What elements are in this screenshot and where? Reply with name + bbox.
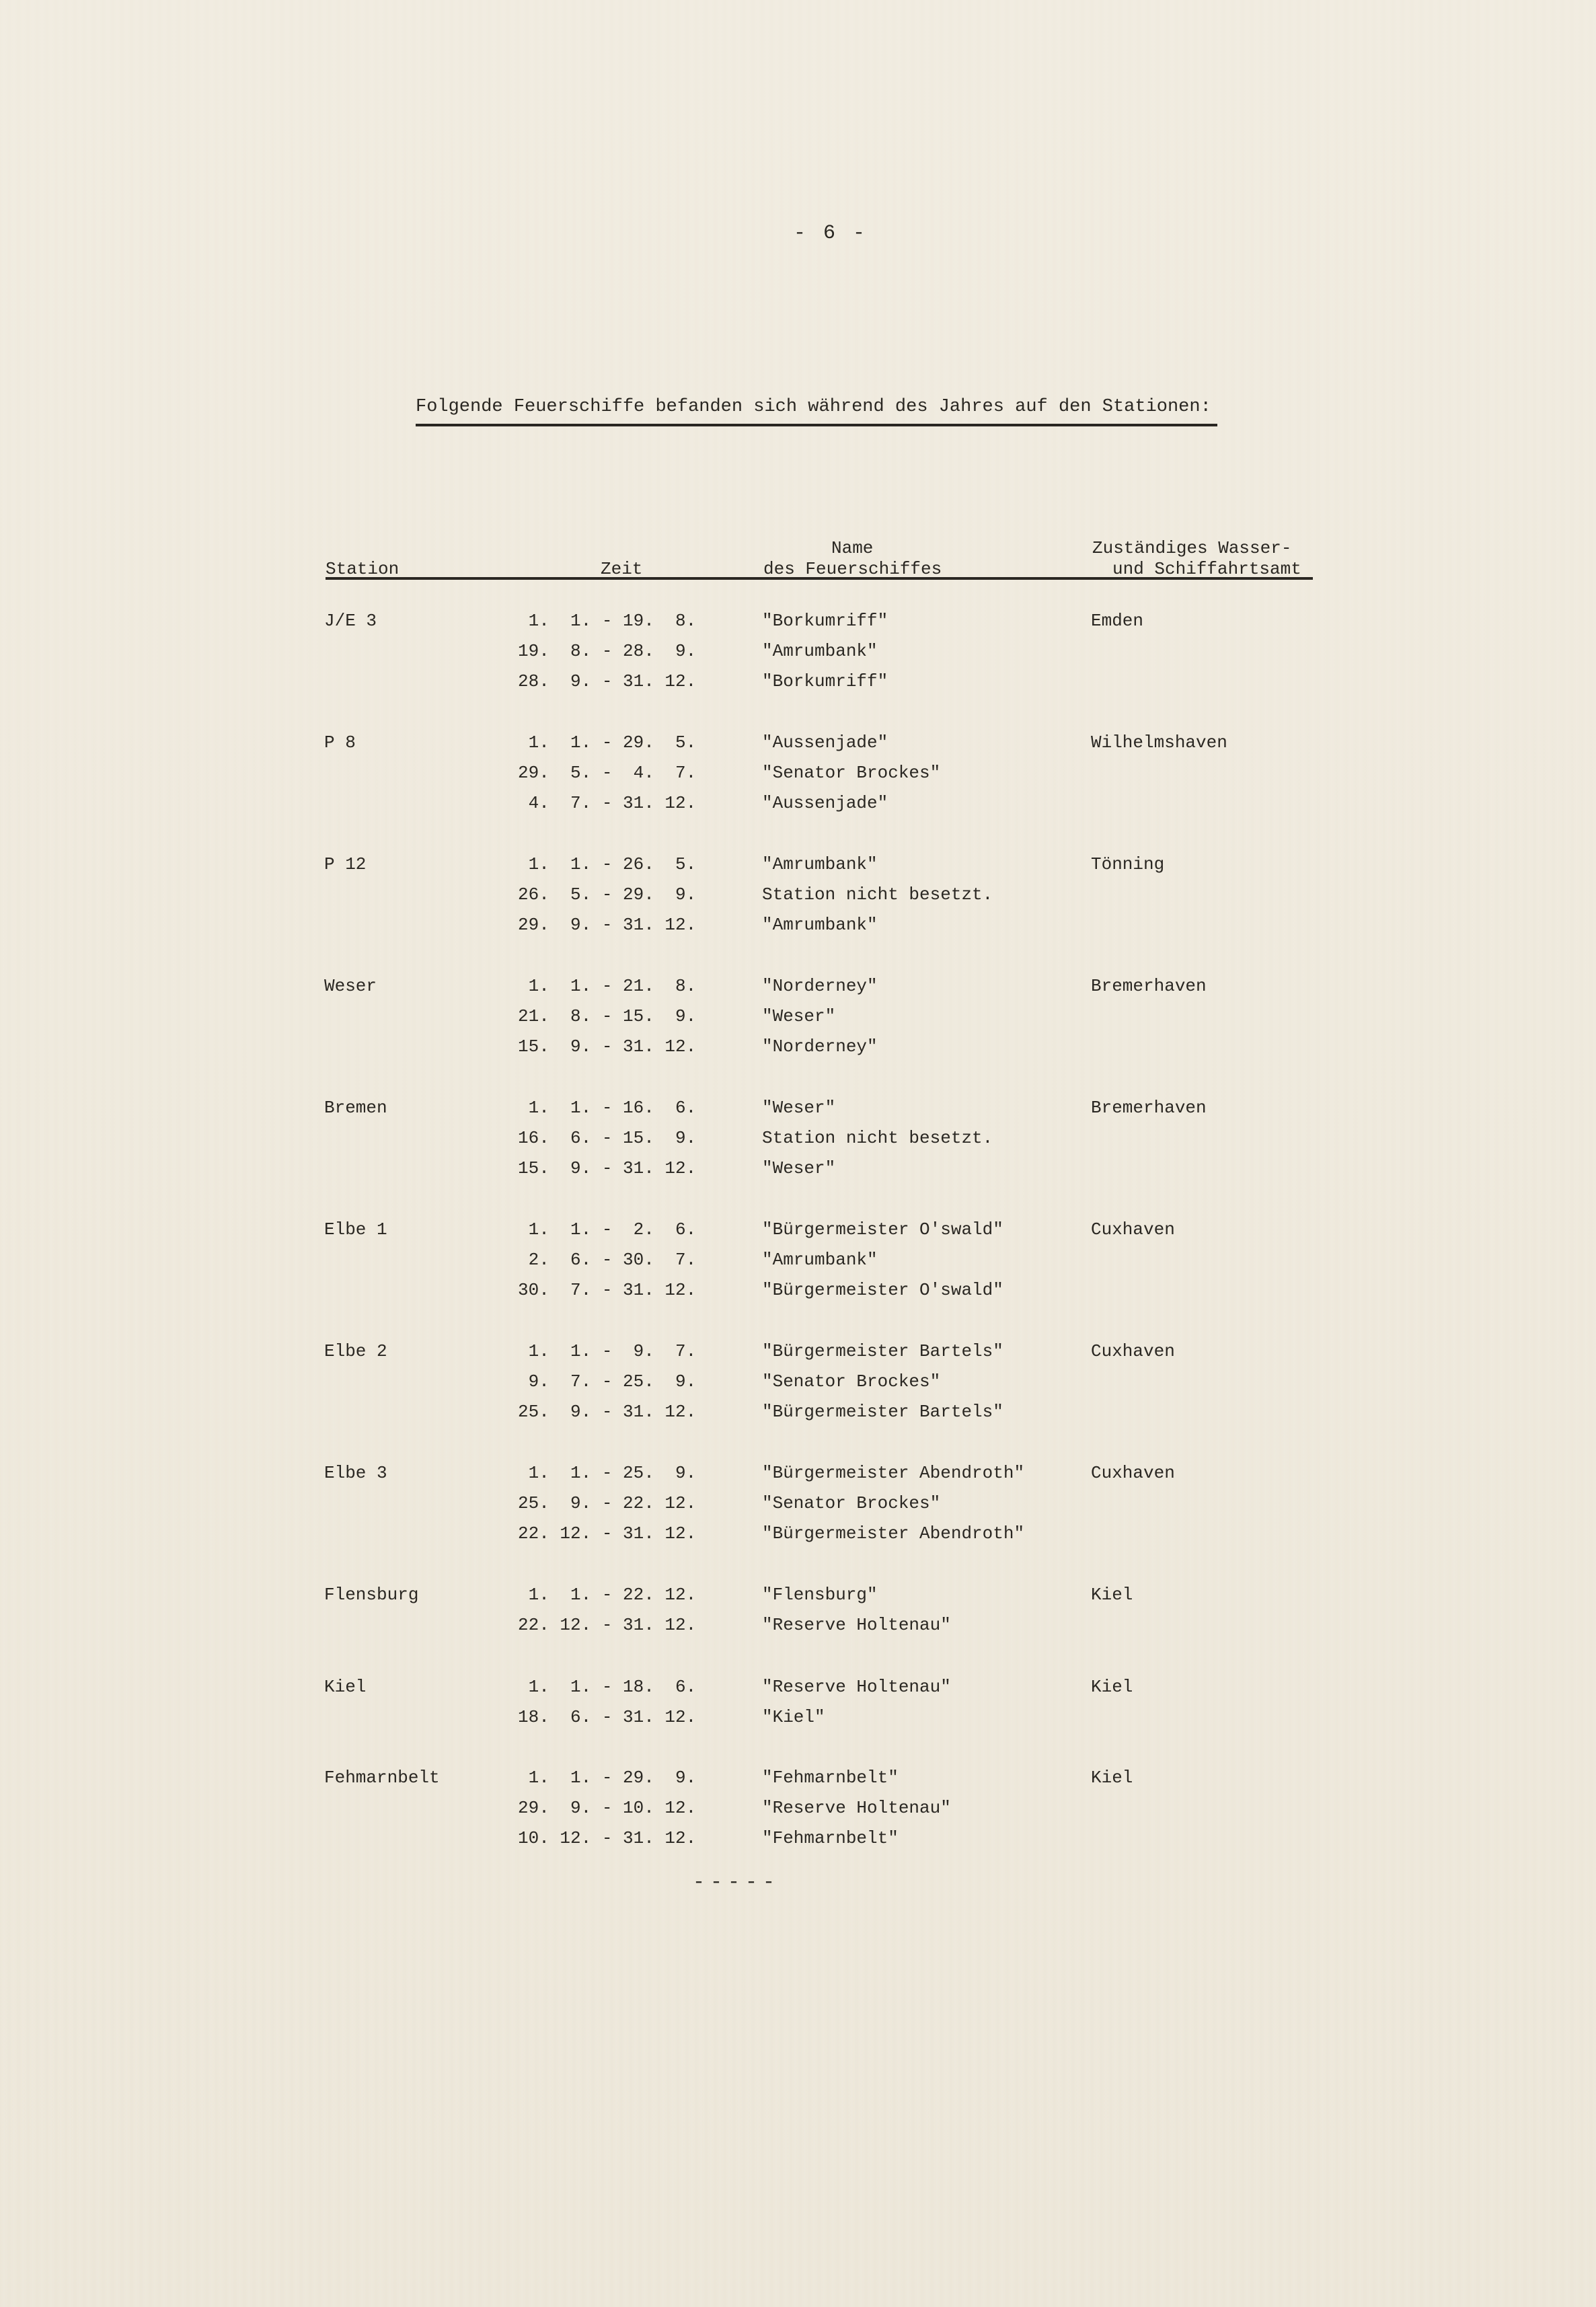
table-row <box>0 976 1596 1006</box>
table-row <box>0 763 1596 793</box>
table-row <box>0 1523 1596 1554</box>
column-header-station: Station <box>326 559 400 579</box>
ship-name-cell: "Norderney" <box>762 976 878 996</box>
table-row <box>0 1036 1596 1067</box>
table-row <box>0 1493 1596 1523</box>
ship-name-cell: "Reserve Holtenau" <box>762 1677 951 1697</box>
table-row <box>0 611 1596 641</box>
table-row <box>0 1828 1596 1858</box>
table-row <box>0 671 1596 702</box>
table-row <box>0 884 1596 915</box>
table-row <box>0 1098 1596 1128</box>
table-row <box>0 793 1596 823</box>
zeit-cell: 1. 1. - 22. 12. <box>518 1585 697 1605</box>
table-row <box>0 1341 1596 1371</box>
table-row <box>0 1128 1596 1158</box>
ship-name-cell: "Reserve Holtenau" <box>762 1798 951 1818</box>
table-row <box>0 1280 1596 1310</box>
ship-name-cell: "Aussenjade" <box>762 793 888 813</box>
amt-cell: Cuxhaven <box>1091 1341 1175 1361</box>
page-heading: Folgende Feuerschiffe befanden sich während des Jahres auf den Stationen: <box>416 397 1217 426</box>
zeit-cell: 18. 6. - 31. 12. <box>518 1707 697 1727</box>
table-row <box>0 854 1596 884</box>
amt-cell: Kiel <box>1091 1768 1133 1788</box>
table-row <box>0 915 1596 945</box>
ship-name-cell: "Borkumriff" <box>762 611 888 631</box>
zeit-cell: 25. 9. - 31. 12. <box>518 1402 697 1422</box>
header-rule <box>326 577 1313 580</box>
zeit-cell: 1. 1. - 16. 6. <box>518 1098 697 1118</box>
ship-name-cell: Station nicht besetzt. <box>762 884 993 905</box>
table-row <box>0 1219 1596 1250</box>
ship-name-cell: "Fehmarnbelt" <box>762 1768 899 1788</box>
table-row <box>0 1371 1596 1402</box>
ship-name-cell: "Bürgermeister O'swald" <box>762 1280 1003 1300</box>
table-row <box>0 732 1596 763</box>
ship-name-cell: "Weser" <box>762 1158 836 1178</box>
table-row <box>0 1158 1596 1188</box>
zeit-cell: 1. 1. - 29. 5. <box>518 732 697 753</box>
zeit-cell: 2. 6. - 30. 7. <box>518 1250 697 1270</box>
ship-name-cell: "Bürgermeister Bartels" <box>762 1341 1003 1361</box>
column-header-name-line1: Name <box>831 538 874 558</box>
ship-name-cell: "Bürgermeister Bartels" <box>762 1402 1003 1422</box>
station-cell: Flensburg <box>324 1585 419 1605</box>
table-row <box>0 1402 1596 1432</box>
zeit-cell: 30. 7. - 31. 12. <box>518 1280 697 1300</box>
zeit-cell: 9. 7. - 25. 9. <box>518 1371 697 1392</box>
ship-name-cell: "Weser" <box>762 1098 836 1118</box>
zeit-cell: 29. 9. - 10. 12. <box>518 1798 697 1818</box>
zeit-cell: 15. 9. - 31. 12. <box>518 1158 697 1178</box>
zeit-cell: 1. 1. - 25. 9. <box>518 1463 697 1483</box>
column-header-zeit: Zeit <box>601 559 643 579</box>
ship-name-cell: "Norderney" <box>762 1036 878 1057</box>
table-row <box>0 641 1596 671</box>
zeit-cell: 22. 12. - 31. 12. <box>518 1523 697 1544</box>
station-cell: Elbe 1 <box>324 1219 387 1240</box>
amt-cell: Wilhelmshaven <box>1091 732 1227 753</box>
end-mark: ----- <box>693 1871 781 1894</box>
zeit-cell: 1. 1. - 29. 9. <box>518 1768 697 1788</box>
zeit-cell: 1. 1. - 26. 5. <box>518 854 697 874</box>
page-number: - 6 - <box>794 222 868 245</box>
zeit-cell: 16. 6. - 15. 9. <box>518 1128 697 1148</box>
ship-name-cell: "Senator Brockes" <box>762 1493 941 1513</box>
amt-cell: Kiel <box>1091 1677 1133 1697</box>
ship-name-cell: "Bürgermeister O'swald" <box>762 1219 1003 1240</box>
amt-cell: Cuxhaven <box>1091 1463 1175 1483</box>
table-row <box>0 1585 1596 1615</box>
ship-name-cell: "Flensburg" <box>762 1585 878 1605</box>
ship-name-cell: "Bürgermeister Abendroth" <box>762 1463 1025 1483</box>
amt-cell: Tönning <box>1091 854 1165 874</box>
ship-name-cell: "Borkumriff" <box>762 671 888 691</box>
station-cell: Fehmarnbelt <box>324 1768 440 1788</box>
ship-name-cell: "Amrumbank" <box>762 641 878 661</box>
amt-cell: Cuxhaven <box>1091 1219 1175 1240</box>
zeit-cell: 29. 9. - 31. 12. <box>518 915 697 935</box>
amt-cell: Bremerhaven <box>1091 1098 1207 1118</box>
ship-name-cell: "Reserve Holtenau" <box>762 1615 951 1635</box>
column-header-amt-line2: und Schiffahrtsamt <box>1112 559 1301 579</box>
zeit-cell: 25. 9. - 22. 12. <box>518 1493 697 1513</box>
table-row <box>0 1463 1596 1493</box>
zeit-cell: 1. 1. - 18. 6. <box>518 1677 697 1697</box>
column-header-name-line2: des Feuerschiffes <box>763 559 942 579</box>
zeit-cell: 26. 5. - 29. 9. <box>518 884 697 905</box>
zeit-cell: 1. 1. - 19. 8. <box>518 611 697 631</box>
ship-name-cell: "Fehmarnbelt" <box>762 1828 899 1848</box>
zeit-cell: 4. 7. - 31. 12. <box>518 793 697 813</box>
ship-name-cell: "Weser" <box>762 1006 836 1026</box>
column-header-amt-line1: Zuständiges Wasser- <box>1092 538 1292 558</box>
table-row <box>0 1250 1596 1280</box>
station-cell: Elbe 2 <box>324 1341 387 1361</box>
ship-name-cell: "Bürgermeister Abendroth" <box>762 1523 1025 1544</box>
table-row <box>0 1677 1596 1707</box>
zeit-cell: 1. 1. - 2. 6. <box>518 1219 697 1240</box>
table-row <box>0 1615 1596 1645</box>
ship-name-cell: "Aussenjade" <box>762 732 888 753</box>
table-row <box>0 1707 1596 1737</box>
table-row <box>0 1006 1596 1036</box>
ship-name-cell: "Senator Brockes" <box>762 763 941 783</box>
ship-name-cell: Station nicht besetzt. <box>762 1128 993 1148</box>
amt-cell: Kiel <box>1091 1585 1133 1605</box>
station-cell: P 12 <box>324 854 367 874</box>
zeit-cell: 28. 9. - 31. 12. <box>518 671 697 691</box>
table-row <box>0 1798 1596 1828</box>
amt-cell: Emden <box>1091 611 1144 631</box>
table-row <box>0 1768 1596 1798</box>
ship-name-cell: "Amrumbank" <box>762 1250 878 1270</box>
ship-name-cell: "Amrumbank" <box>762 915 878 935</box>
amt-cell: Bremerhaven <box>1091 976 1207 996</box>
station-cell: P 8 <box>324 732 356 753</box>
zeit-cell: 19. 8. - 28. 9. <box>518 641 697 661</box>
zeit-cell: 29. 5. - 4. 7. <box>518 763 697 783</box>
ship-name-cell: "Amrumbank" <box>762 854 878 874</box>
zeit-cell: 21. 8. - 15. 9. <box>518 1006 697 1026</box>
ship-name-cell: "Senator Brockes" <box>762 1371 941 1392</box>
station-cell: Kiel <box>324 1677 367 1697</box>
zeit-cell: 22. 12. - 31. 12. <box>518 1615 697 1635</box>
station-cell: Bremen <box>324 1098 387 1118</box>
zeit-cell: 1. 1. - 9. 7. <box>518 1341 697 1361</box>
ship-name-cell: "Kiel" <box>762 1707 825 1727</box>
station-cell: Weser <box>324 976 377 996</box>
station-cell: J/E 3 <box>324 611 377 631</box>
zeit-cell: 10. 12. - 31. 12. <box>518 1828 697 1848</box>
station-cell: Elbe 3 <box>324 1463 387 1483</box>
zeit-cell: 1. 1. - 21. 8. <box>518 976 697 996</box>
zeit-cell: 15. 9. - 31. 12. <box>518 1036 697 1057</box>
